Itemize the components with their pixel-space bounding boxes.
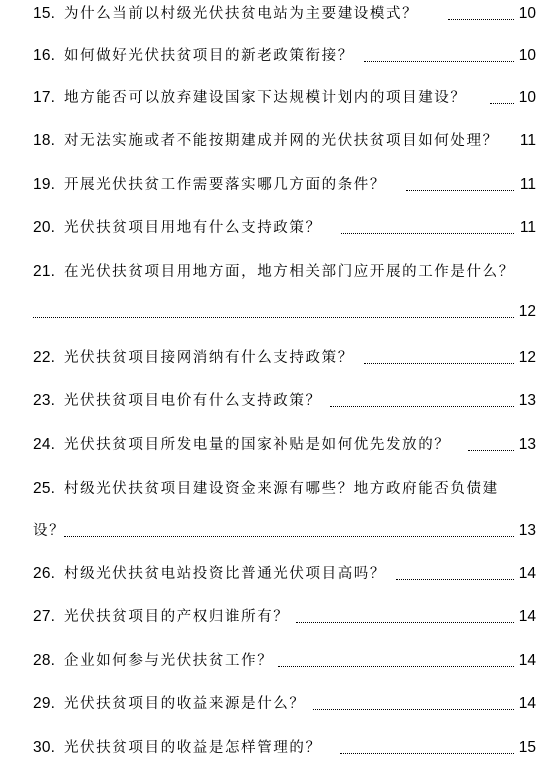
entry-number: 18. (33, 132, 56, 149)
entry-title: 如何做好光伏扶贫项目的新老政策衔接？ (64, 48, 354, 64)
dot-leader (64, 536, 514, 537)
entry-title: 光伏扶贫项目的收益来源是什么？ (64, 696, 306, 712)
entry-title: 村级光伏扶贫项目建设资金来源有哪些？地方政府能否负债建 (64, 481, 499, 497)
entry-title: 光伏扶贫项目所发电量的国家补贴是如何优先发放的？ (64, 437, 451, 453)
toc-entry-20[interactable] (0, 214, 549, 240)
entry-page-number: 14 (518, 652, 536, 669)
toc-entry-15[interactable] (0, 0, 549, 26)
entry-number: 28. (33, 652, 56, 669)
dot-leader (364, 61, 514, 62)
entry-page-number: 14 (518, 565, 536, 582)
entry-number: 17. (33, 89, 56, 106)
entry-number: 26. (33, 565, 56, 582)
entry-page-number: 13 (518, 522, 536, 539)
dot-leader (330, 406, 514, 407)
dot-leader (490, 103, 514, 104)
toc-entry-28[interactable] (0, 647, 549, 673)
entry-title: 光伏扶贫项目的产权归谁所有？ (64, 609, 290, 625)
toc-entry-25[interactable] (0, 475, 549, 543)
entry-page-number: 11 (519, 176, 536, 193)
entry-page-number: 12 (518, 349, 536, 366)
dot-leader (396, 579, 514, 580)
toc-entry-23[interactable] (0, 387, 549, 413)
entry-number: 15. (33, 5, 56, 22)
entry-number: 29. (33, 695, 56, 712)
entry-title-continuation: 设？ (33, 523, 66, 539)
entry-title: 对无法实施或者不能按期建成并网的光伏扶贫项目如何处理？ (64, 133, 499, 149)
toc-entry-21[interactable] (0, 258, 549, 324)
dot-leader (296, 622, 514, 623)
entry-title: 光伏扶贫项目电价有什么支持政策？ (64, 393, 322, 409)
entry-number: 25. (33, 480, 56, 497)
entry-title: 企业如何参与光伏扶贫工作？ (64, 653, 274, 669)
dot-leader (406, 190, 514, 191)
toc-entry-17[interactable] (0, 84, 549, 110)
entry-page-number: 15 (518, 739, 536, 756)
toc-entry-19[interactable] (0, 171, 549, 197)
dot-leader (364, 363, 514, 364)
entry-page-number: 14 (518, 695, 536, 712)
toc-entry-24[interactable] (0, 431, 549, 457)
toc-entry-29[interactable] (0, 690, 549, 716)
entry-number: 23. (33, 392, 56, 409)
entry-title: 村级光伏扶贫电站投资比普通光伏项目高吗？ (64, 566, 386, 582)
toc-entry-18[interactable] (0, 127, 549, 153)
dot-leader (341, 233, 514, 234)
dot-leader (468, 450, 514, 451)
toc-entry-22[interactable] (0, 344, 549, 370)
entry-number: 27. (33, 608, 56, 625)
entry-title: 光伏扶贫项目用地有什么支持政策？ (64, 220, 322, 236)
entry-title: 在光伏扶贫项目用地方面，地方相关部门应开展的工作是什么？ (64, 264, 515, 280)
entry-title: 开展光伏扶贫工作需要落实哪几方面的条件？ (64, 177, 386, 193)
entry-title: 为什么当前以村级光伏扶贫电站为主要建设模式？ (64, 6, 419, 22)
dot-leader (448, 19, 514, 20)
toc-entry-27[interactable] (0, 603, 549, 629)
dot-leader (278, 666, 514, 667)
toc-entry-30[interactable] (0, 734, 549, 760)
entry-page-number: 10 (518, 89, 536, 106)
dot-leader (340, 753, 514, 754)
entry-page-number: 13 (518, 436, 536, 453)
entry-number: 24. (33, 436, 56, 453)
entry-number: 16. (33, 47, 56, 64)
entry-page-number: 13 (518, 392, 536, 409)
entry-title: 光伏扶贫项目接网消纳有什么支持政策？ (64, 350, 354, 366)
entry-number: 21. (33, 263, 56, 280)
entry-page-number: 11 (519, 132, 536, 149)
entry-page-number: 10 (518, 47, 536, 64)
dot-leader (33, 317, 514, 318)
entry-title: 地方能否可以放弃建设国家下达规模计划内的项目建设？ (64, 90, 467, 106)
entry-number: 30. (33, 739, 56, 756)
dot-leader (313, 709, 514, 710)
entry-page-number: 11 (519, 219, 536, 236)
entry-title: 光伏扶贫项目的收益是怎样管理的？ (64, 740, 322, 756)
toc-entry-16[interactable] (0, 42, 549, 68)
entry-page-number: 14 (518, 608, 536, 625)
toc-entry-26[interactable] (0, 560, 549, 586)
entry-number: 22. (33, 349, 56, 366)
entry-page-number: 12 (518, 303, 536, 320)
entry-number: 20. (33, 219, 56, 236)
entry-page-number: 10 (518, 5, 536, 22)
entry-number: 19. (33, 176, 56, 193)
